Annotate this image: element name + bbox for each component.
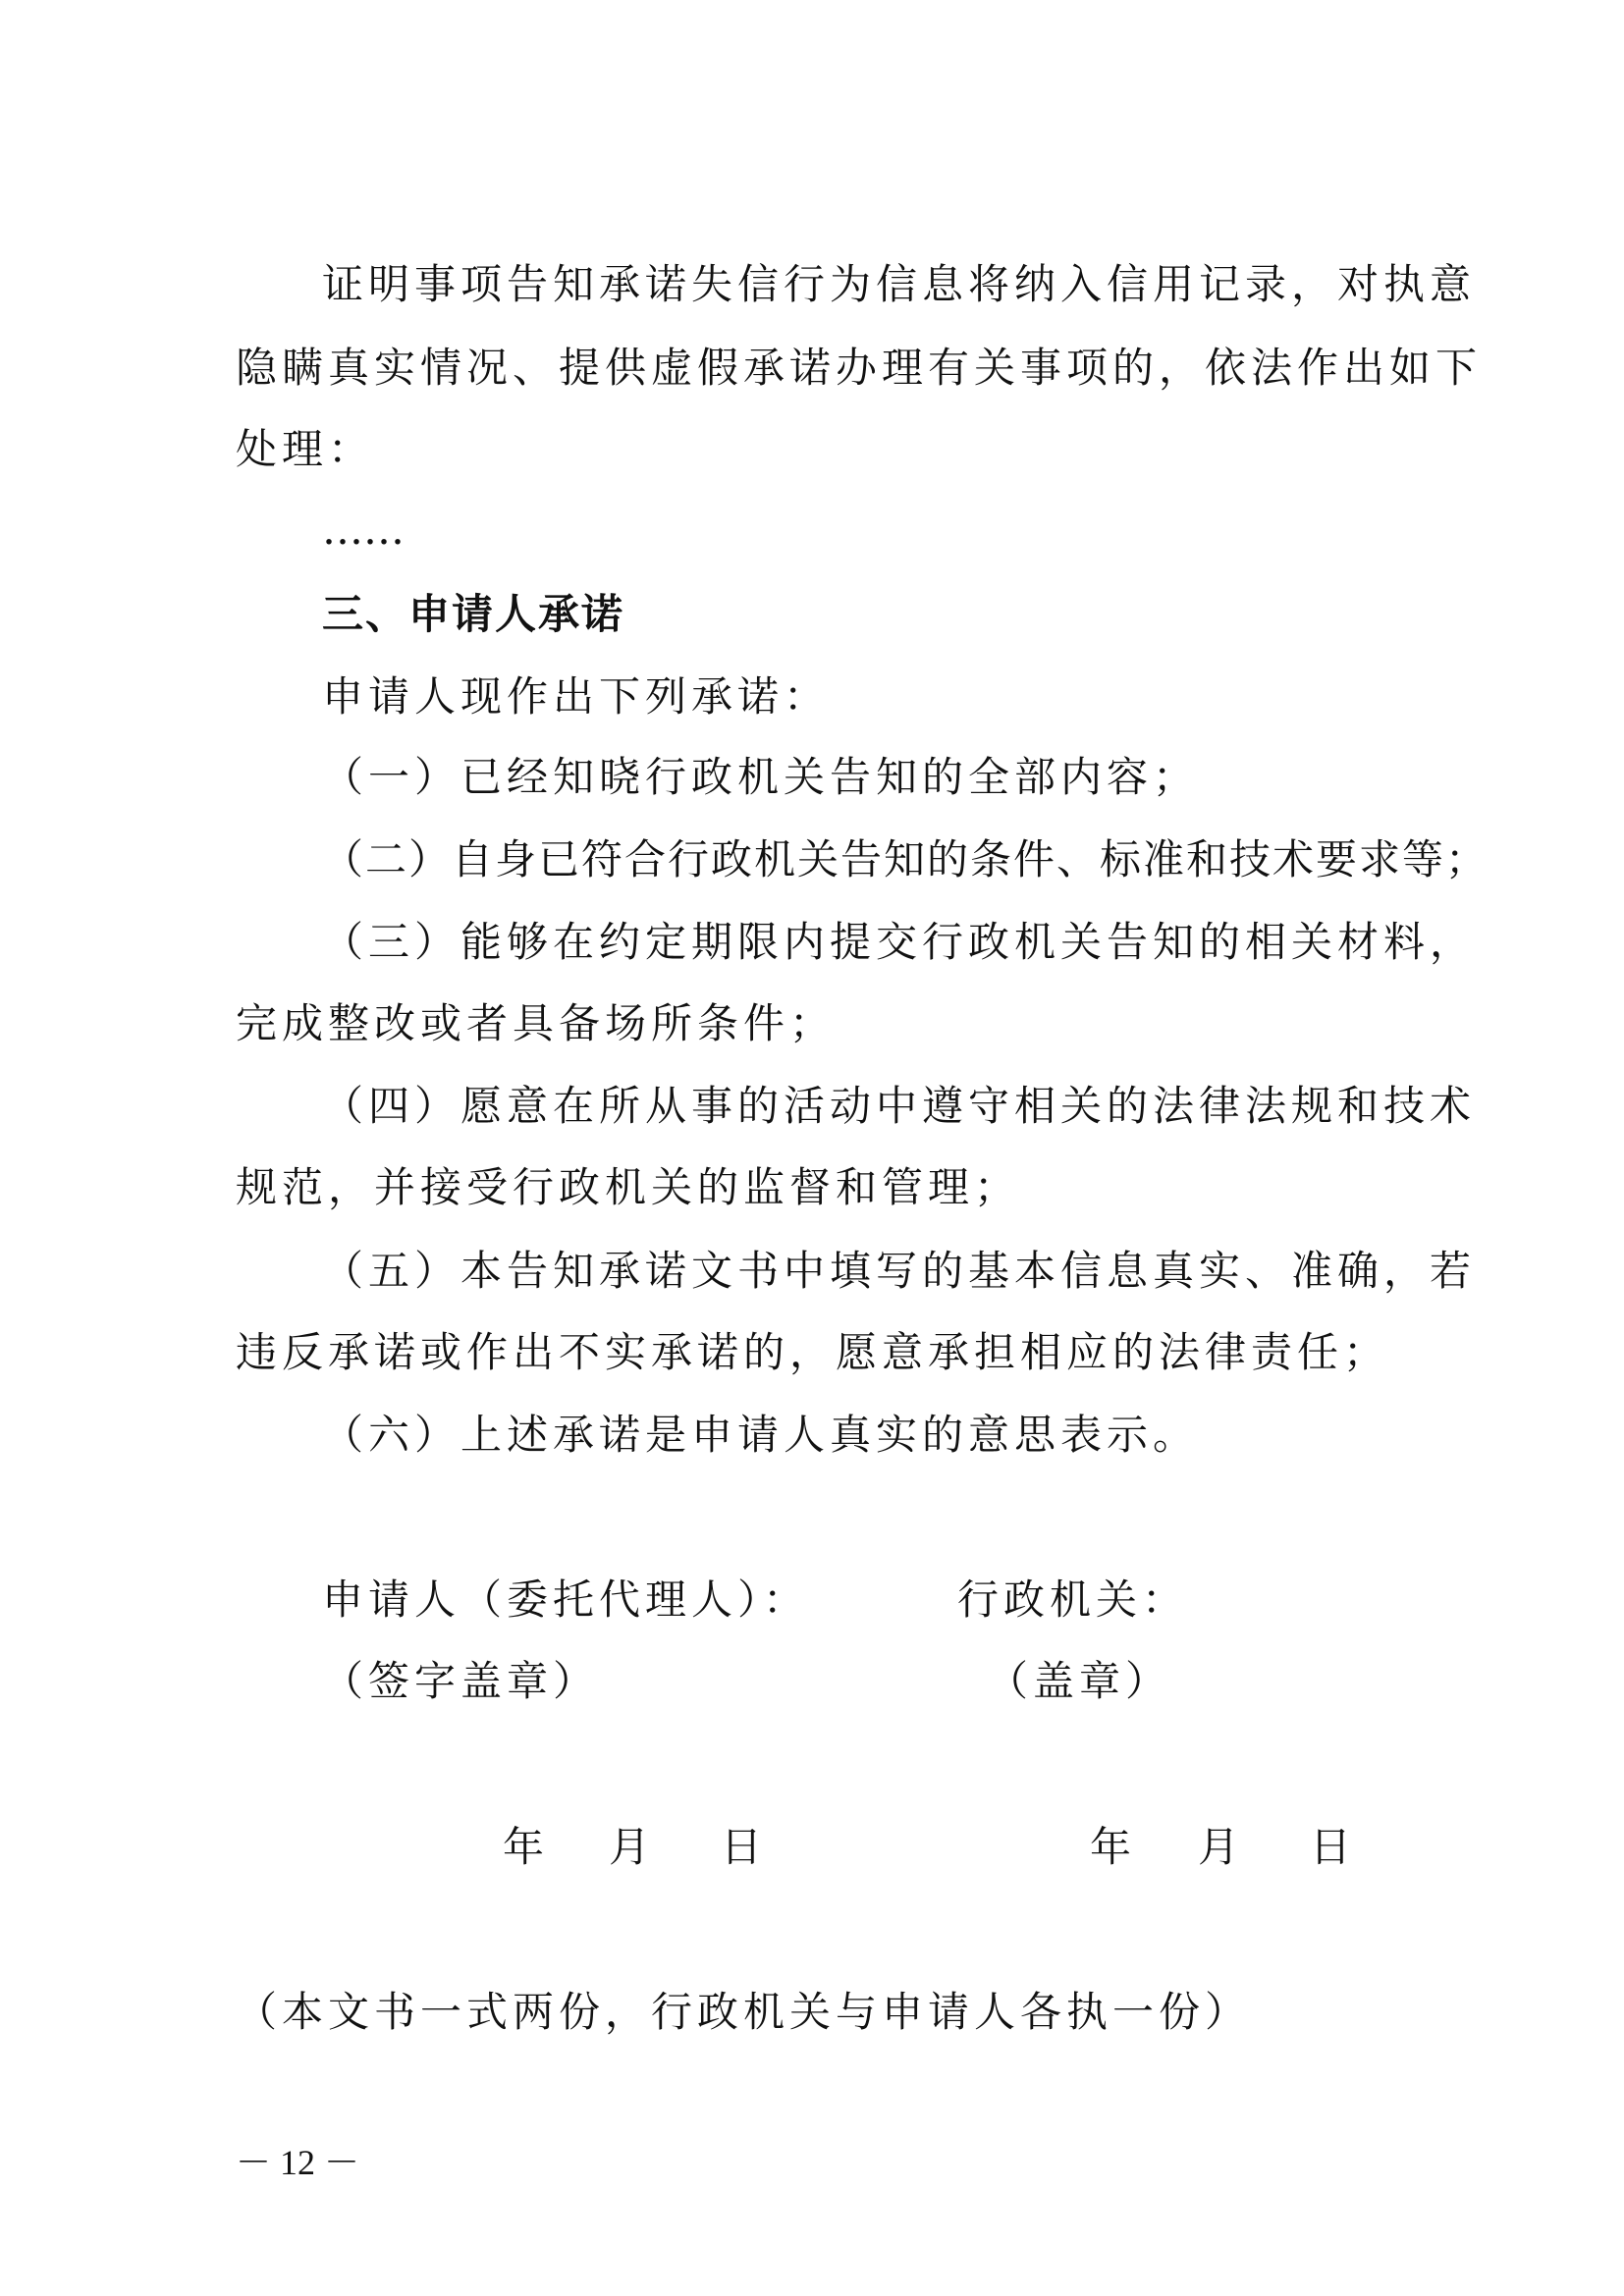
paragraph-line: 证明事项告知承诺失信行为信息将纳入信用记录，对执意 (322, 260, 1477, 308)
commitment-item: （三）能够在约定期限内提交行政机关告知的相关材料， (322, 918, 1477, 966)
commitment-item: （五）本告知承诺文书中填写的基本信息真实、准确，若 (322, 1247, 1477, 1295)
agency-date-day: 日 (1310, 1823, 1352, 1871)
commitment-item: （六）上述承诺是申请人真实的意思表示。 (322, 1411, 1200, 1459)
paragraph-line: 隐瞒真实情况、提供虚假承诺办理有关事项的，依法作出如下 (236, 344, 1483, 392)
commitment-item: （二）自身已符合行政机关告知的条件、标准和技术要求等； (322, 835, 1489, 883)
agency-date-year: 年 (1090, 1823, 1132, 1871)
commitment-item: 规范，并接受行政机关的监督和管理； (236, 1163, 1021, 1211)
agency-date-month: 月 (1198, 1823, 1240, 1871)
commitment-item: 违反承诺或作出不实承诺的，愿意承担相应的法律责任； (236, 1328, 1390, 1376)
applicant-date-year: 年 (503, 1823, 545, 1871)
commitment-item: 完成整改或者具备场所条件； (236, 999, 837, 1047)
commitment-item: （四）愿意在所从事的活动中遵守相关的法律法规和技术 (322, 1082, 1477, 1130)
agency-seal-note: （盖章） (987, 1657, 1172, 1705)
footer-note: （本文书一式两份，行政机关与申请人各执一份） (236, 1988, 1252, 2036)
page-number: － 12 － (236, 2143, 360, 2182)
section-heading: 三、申请人承诺 (322, 590, 625, 638)
applicant-label: 申请人（委托代理人）： (322, 1575, 810, 1624)
intro-text: 申请人现作出下列承诺： (322, 672, 831, 721)
ellipsis: …… (322, 506, 405, 554)
applicant-date-month: 月 (609, 1823, 651, 1871)
applicant-date-day: 日 (721, 1823, 763, 1871)
commitment-item: （一）已经知晓行政机关告知的全部内容； (322, 753, 1200, 801)
applicant-signature-note: （签字盖章） (322, 1657, 600, 1705)
paragraph-line: 处理： (236, 425, 375, 473)
agency-label: 行政机关： (957, 1575, 1189, 1624)
